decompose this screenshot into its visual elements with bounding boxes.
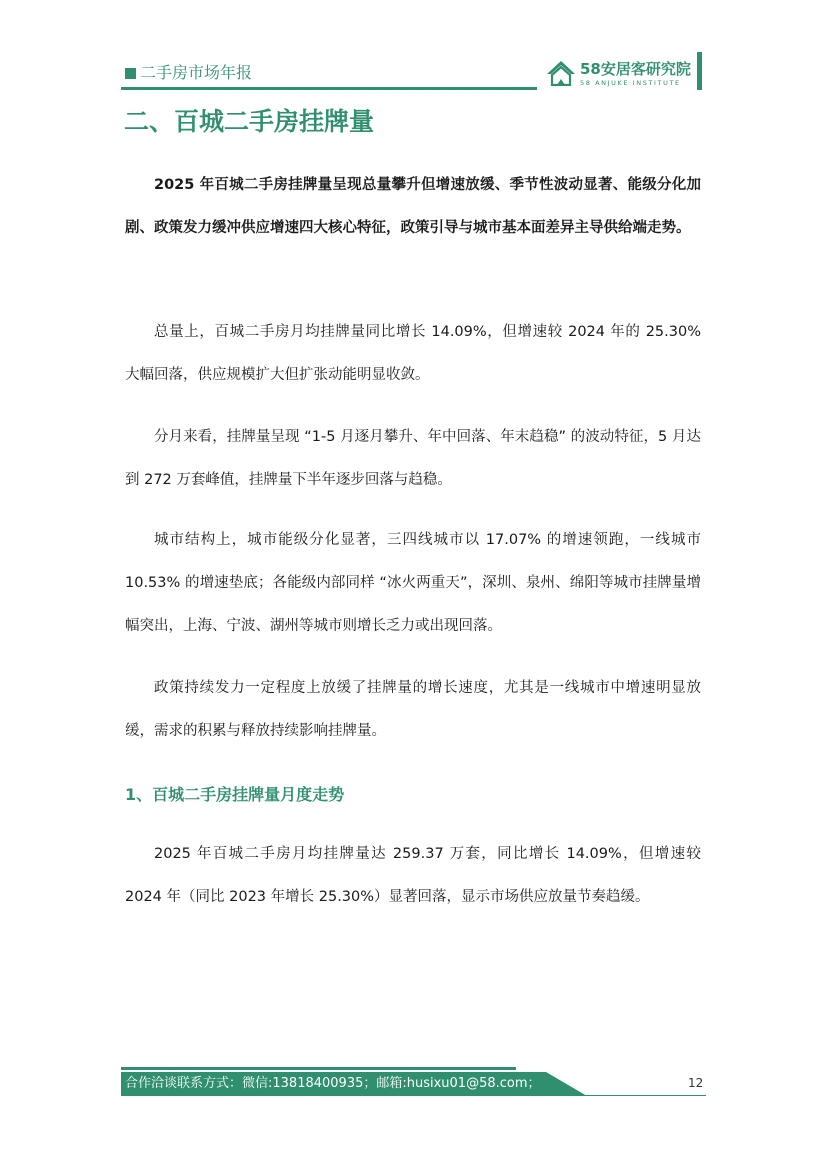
page-number: 12 — [688, 1076, 704, 1090]
footer-divider — [121, 1067, 516, 1070]
body-paragraph-structure: 城市结构上，城市能级分化显著，三四线城市以 17.07% 的增速领跑，一线城市 10.53% 的增速垫底；各能级内部同样 “冰火两重天”，深圳、泉州、绵阳等城市挂牌量增幅突出，上海、宁波、湖州等城市则增长乏力或出现回落。 — [125, 532, 701, 634]
footer-rule — [545, 1095, 706, 1096]
body-paragraph-monthly: 分月来看，挂牌量呈现 “1-5 月逐月攀升、年中回落、年末趋稳” 的波动特征，5 月达到 272 万套峰值，挂牌量下半年逐步回落与趋稳。 — [125, 429, 701, 488]
header-square-icon — [125, 68, 136, 79]
body-paragraph-total: 总量上，百城二手房月均挂牌量同比增长 14.09%，但增速较 2024 年的 25.30% 大幅回落，供应规模扩大但扩张动能明显收敛。 — [125, 324, 701, 383]
logo-house-icon — [546, 60, 576, 86]
report-series-title: 二手房市场年报 — [140, 63, 253, 82]
header-accent-bar — [697, 52, 702, 90]
body-paragraph-policy: 政策持续发力一定程度上放缓了挂牌量的增长速度，尤其是一线城市中增速明显放缓，需求的积累与释放持续影响挂牌量。 — [125, 680, 701, 739]
subsection-paragraph: 2025 年百城二手房月均挂牌量达 259.37 万套，同比增长 14.09%，但增速较 2024 年（同比 2023 年增长 25.30%）显著回落，显示市场供应放量节奏趋缓。 — [125, 846, 701, 905]
section-title: 二、百城二手房挂牌量 — [124, 107, 375, 136]
institute-logo — [546, 58, 696, 88]
header-divider — [121, 87, 537, 90]
subsection-title: 1、百城二手房挂牌量月度走势 — [125, 785, 345, 804]
logo-subtitle: 58 ANJUKE INSTITUTE — [580, 79, 681, 87]
summary-paragraph: 2025 年百城二手房挂牌量呈现总量攀升但增速放缓、季节性波动显著、能级分化加剧、政策发力缓冲供应增速四大核心特征，政策引导与城市基本面差异主导供给端走势。 — [125, 177, 701, 236]
footer-contact: 合作洽谈联系方式：微信:13818400935；邮箱:husixu01@58.com； — [125, 1076, 541, 1091]
logo-name: 58安居客研究院 — [580, 60, 691, 78]
